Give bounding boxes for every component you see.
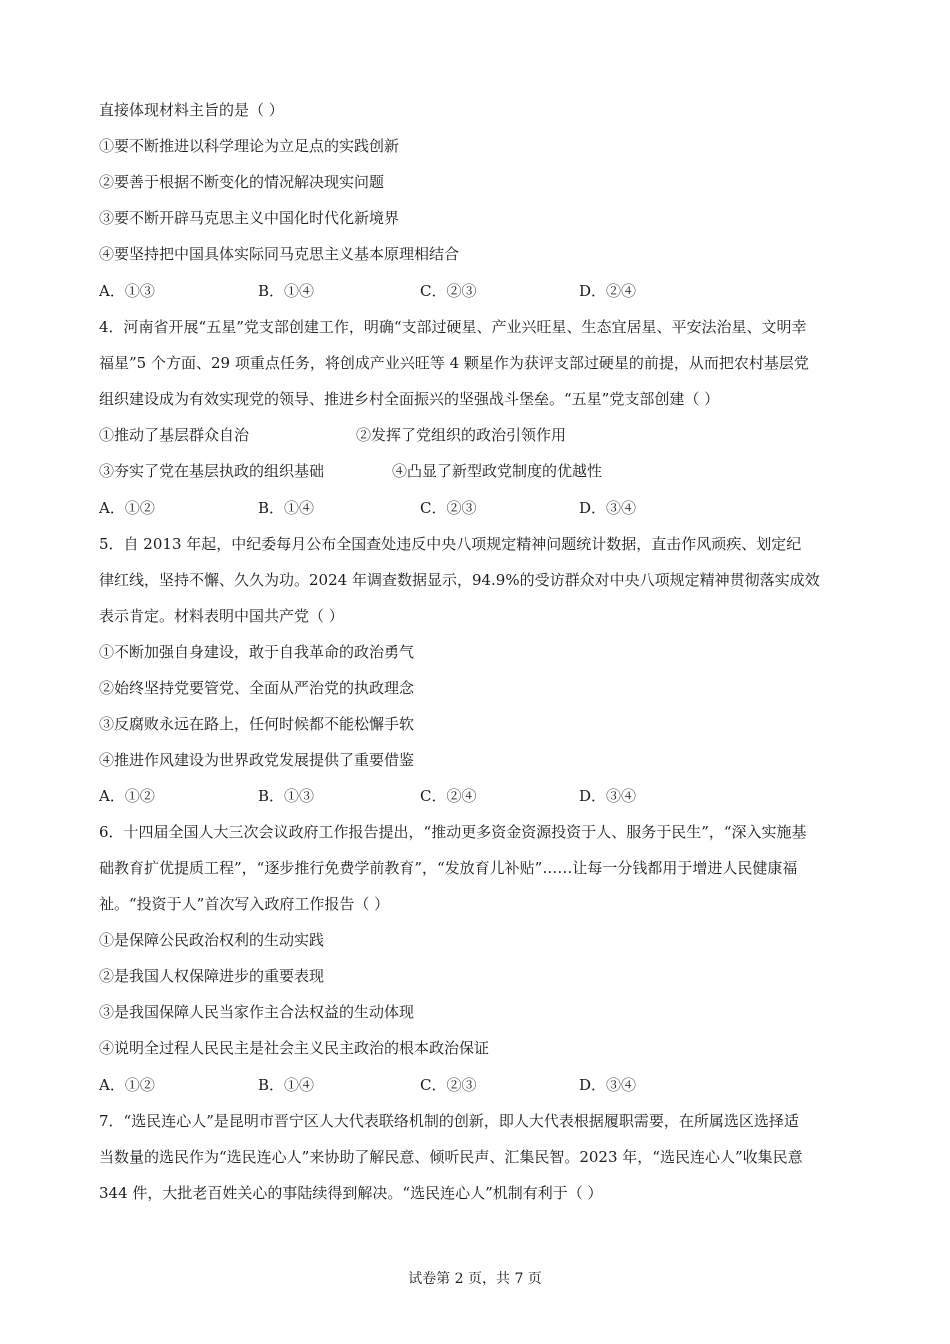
q3-option-b: B．①④ bbox=[258, 282, 315, 300]
q5-statement-3: ③反腐败永远在路上，任何时候都不能松懈手软 bbox=[99, 715, 415, 733]
q6-option-b: B．①④ bbox=[258, 1076, 315, 1094]
q5-stem-line-3: 表示肯定。材料表明中国共产党（ ） bbox=[99, 607, 344, 625]
q6-statement-2: ②是我国人权保障进步的重要表现 bbox=[99, 967, 325, 985]
q3-option-a: A．①③ bbox=[99, 282, 155, 300]
q7-stem-line-2: 当数量的选民作为“选民连心人”来协助了解民意、倾听民声、汇集民智。2023 年，“选民连心人”收集民意 bbox=[99, 1148, 803, 1166]
q3-statement-2: ②要善于根据不断变化的情况解决现实问题 bbox=[99, 173, 385, 191]
q5-option-b: B．①③ bbox=[258, 787, 315, 805]
page-footer: 试卷第 2 页，共 7 页 bbox=[408, 1271, 542, 1287]
q4-option-d: D．③④ bbox=[579, 499, 637, 517]
q6-stem-line-3: 祉。“投资于人”首次写入政府工作报告（ ） bbox=[99, 895, 390, 913]
q6-stem-line-1: 6．十四届全国人大三次会议政府工作报告提出，“推动更多资金资源投资于人、服务于民生”，“深入实施基 bbox=[99, 823, 807, 841]
q6-statement-4: ④说明全过程人民民主是社会主义民主政治的根本政治保证 bbox=[99, 1039, 490, 1057]
q6-stem-line-2: 础教育扩优提质工程”，“逐步推行免费学前教育”，“发放育儿补贴”……让每一分钱都用于增进人民健康福 bbox=[99, 859, 798, 877]
q5-option-c: C．②④ bbox=[420, 787, 477, 805]
q5-statement-2: ②始终坚持党要管党、全面从严治党的执政理念 bbox=[99, 679, 415, 697]
q4-option-c: C．②③ bbox=[420, 499, 477, 517]
q4-option-a: A．①② bbox=[99, 499, 155, 517]
q6-statement-3: ③是我国保障人民当家作主合法权益的生动体现 bbox=[99, 1003, 415, 1021]
q7-stem-line-1: 7．“选民连心人”是昆明市晋宁区人大代表联络机制的创新，即人大代表根据履职需要，在所属选区选择适 bbox=[99, 1112, 799, 1130]
q4-statement-2: ②发挥了党组织的政治引领作用 bbox=[356, 426, 567, 444]
q6-option-a: A．①② bbox=[99, 1076, 155, 1094]
q3-option-d: D．②④ bbox=[579, 282, 637, 300]
q3-statement-4: ④要坚持把中国具体实际同马克思主义基本原理相结合 bbox=[99, 245, 460, 263]
q5-stem-line-1: 5．自 2013 年起，中纪委每月公布全国查处违反中央八项规定精神问题统计数据，直击作风顽疾、划定纪 bbox=[99, 535, 802, 553]
q4-stem-line-3: 组织建设成为有效实现党的领导、推进乡村全面振兴的坚强战斗堡垒。“五星”党支部创建（ ） bbox=[99, 390, 720, 408]
q3-statement-1: ①要不断推进以科学理论为立足点的实践创新 bbox=[99, 137, 400, 155]
q4-statement-4: ④凸显了新型政党制度的优越性 bbox=[392, 462, 603, 480]
q5-option-a: A．①② bbox=[99, 787, 155, 805]
q5-statement-1: ①不断加强自身建设，敢于自我革命的政治勇气 bbox=[99, 643, 415, 661]
q4-statement-1: ①推动了基层群众自治 bbox=[99, 426, 250, 444]
q4-statement-3: ③夯实了党在基层执政的组织基础 bbox=[99, 462, 325, 480]
q4-stem-line-1: 4．河南省开展“五星”党支部创建工作，明确“支部过硬星、产业兴旺星、生态宜居星、平安法治星、文明幸 bbox=[99, 318, 807, 336]
q4-stem-line-2: 福星”5 个方面、29 项重点任务，将创成产业兴旺等 4 颗星作为获评支部过硬星的前提，从而把农村基层党 bbox=[99, 354, 809, 372]
q3-stem: 直接体现材料主旨的是（ ） bbox=[99, 101, 284, 119]
q5-statement-4: ④推进作风建设为世界政党发展提供了重要借鉴 bbox=[99, 751, 415, 769]
q7-stem-line-3: 344 件，大批老百姓关心的事陆续得到解决。“选民连心人”机制有利于（ ） bbox=[99, 1184, 603, 1202]
q6-option-c: C．②③ bbox=[420, 1076, 477, 1094]
q3-option-c: C．②③ bbox=[420, 282, 477, 300]
q5-stem-line-2: 律红线，坚持不懈、久久为功。2024 年调查数据显示，94.9%的受访群众对中央八项规定精神贯彻落实成效 bbox=[99, 571, 820, 589]
q3-statement-3: ③要不断开辟马克思主义中国化时代化新境界 bbox=[99, 209, 400, 227]
q6-option-d: D．③④ bbox=[579, 1076, 637, 1094]
q4-option-b: B．①④ bbox=[258, 499, 315, 517]
q5-option-d: D．③④ bbox=[579, 787, 637, 805]
q6-statement-1: ①是保障公民政治权利的生动实践 bbox=[99, 931, 325, 949]
